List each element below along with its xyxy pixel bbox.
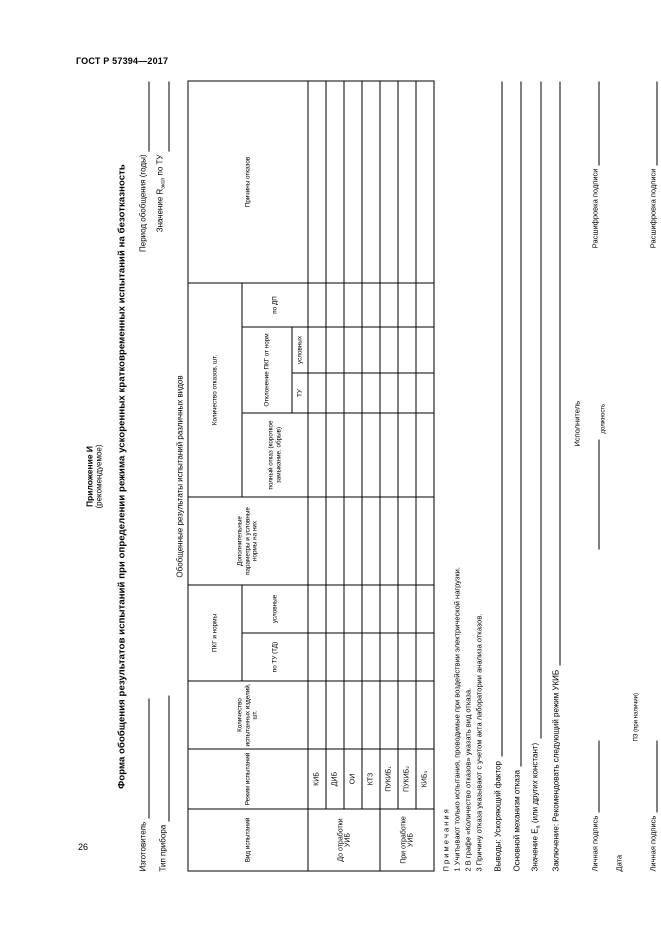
col-addparams-header: Дополнительные параметры и условные нормы на них — [188, 497, 308, 585]
period-blank — [140, 82, 150, 152]
table-cell — [344, 497, 362, 585]
col-dp-header: по ДП — [242, 283, 308, 327]
form-title: Форма обобщения результатов испытаний при определении режима ускоренных кратковременных испытаний на безотказность — [116, 164, 128, 789]
table-cell — [380, 373, 398, 413]
table-cell — [344, 585, 362, 633]
appendix-label: Приложение И — [84, 445, 95, 508]
table-cell — [344, 413, 362, 497]
col-test-mode-header: Режим испытаний — [188, 749, 308, 809]
signature-block — [573, 82, 661, 872]
table-cell — [362, 585, 380, 633]
personal-signature-blank — [590, 741, 600, 813]
table-cell — [398, 327, 416, 373]
table-cell — [398, 633, 416, 681]
manufacturer-label: Изготовитель — [138, 821, 148, 872]
notes-heading: П р и м е ч а н и я — [441, 809, 451, 872]
decryption-label: Расшифровка подписи — [648, 168, 658, 249]
mode-cell: КТЗ — [362, 749, 380, 809]
r-value-field — [155, 82, 170, 233]
pz-signature-row — [648, 82, 658, 872]
results-table — [188, 80, 435, 871]
table-cell — [326, 413, 344, 497]
table-cell — [416, 81, 434, 283]
manufacturer-blank — [140, 699, 150, 819]
personal-signature-field — [590, 741, 600, 872]
table-cell — [398, 681, 416, 749]
table-cell — [326, 681, 344, 749]
ea-value-label: Значение $Е_а$ (или других констант) — [530, 742, 542, 872]
table-cell — [308, 81, 326, 283]
personal-signature-label: Личная подпись — [590, 815, 600, 872]
table-cell — [398, 413, 416, 497]
table-cell — [344, 283, 362, 327]
group-label: При отработке УИБ — [380, 809, 434, 871]
device-type-blank — [160, 696, 170, 822]
table-cell — [344, 327, 362, 373]
mode-cell: ПУКИБ₂ — [398, 749, 416, 809]
table-cell — [326, 633, 344, 681]
table-cell — [398, 373, 416, 413]
date-label: Дата — [614, 854, 624, 872]
col-full-failure-header: полный отказ (короткое замыкание, обрыв) — [242, 413, 308, 497]
table-cell — [416, 585, 434, 633]
note-item: 3 Причину отказа указывают с учетом акта лаборатории анализа отказов. — [474, 613, 484, 872]
table-cell — [380, 413, 398, 497]
col-pkg-cond-header: условные — [242, 585, 308, 633]
rotated-form — [83, 82, 658, 872]
r-value-subscript: эксп — [160, 177, 167, 189]
manufacturer-field — [138, 699, 150, 872]
table-cell — [308, 681, 326, 749]
table-cell — [362, 413, 380, 497]
table-cell — [416, 413, 434, 497]
table-cell — [326, 373, 344, 413]
col-dev-tu-header: ТУ — [292, 373, 308, 413]
decryption-blank — [648, 82, 658, 166]
table-cell — [326, 283, 344, 327]
recommendation-blank — [551, 82, 561, 666]
acceleration-factor-label: Выводы: Ускоряющий фактор — [493, 761, 503, 872]
table-cell — [380, 283, 398, 327]
table-cell — [362, 681, 380, 749]
decryption-label: Расшифровка подписи — [590, 168, 600, 249]
table-cell — [398, 585, 416, 633]
appendix-note: (рекомендуемое) — [94, 444, 104, 509]
table-caption: Обобщенные результаты испытаний различных видов — [175, 375, 185, 578]
table-cell — [380, 327, 398, 373]
table-cell — [362, 283, 380, 327]
pz-label: ПЗ (при наличии) — [633, 692, 640, 742]
table-cell — [362, 81, 380, 283]
table-cell — [416, 633, 434, 681]
table-cell — [380, 81, 398, 283]
col-pkg-header: ПКГ и нормы — [188, 585, 242, 681]
mode-cell: ОИ — [344, 749, 362, 809]
recommendation-label: Заключение: Рекомендовать следующий режим УКИБ — [551, 669, 561, 872]
table-cell — [344, 681, 362, 749]
col-qty-header: Количество испытанных изделий, шт. — [188, 681, 308, 749]
table-cell — [416, 373, 434, 413]
table-cell — [326, 585, 344, 633]
table-cell — [416, 327, 434, 373]
table-cell — [416, 681, 434, 749]
ea-subscript: а — [535, 825, 542, 829]
table-cell — [326, 497, 344, 585]
note-item: 2 В графе «Количество отказов» указать вид отказа. — [463, 687, 473, 872]
executor-signature-row — [590, 82, 600, 872]
conclusion-line-acceleration — [493, 82, 503, 872]
personal-signature-blank — [648, 741, 658, 813]
table-cell — [398, 81, 416, 283]
table-cell — [308, 327, 326, 373]
table-cell — [398, 283, 416, 327]
mode-cell: КИБ — [308, 749, 326, 809]
personal-signature-field — [648, 741, 658, 872]
note-item: 1 Учитывают только испытания, проводимые при воздействии электрической нагрузки. — [452, 567, 462, 872]
table-cell — [308, 283, 326, 327]
col-reasons-header: Причины отказов — [188, 81, 308, 283]
period-label: Период обобщения (годы) — [138, 154, 148, 252]
table-cell — [326, 327, 344, 373]
mode-cell: ДИБ — [326, 749, 344, 809]
table-cell — [380, 497, 398, 585]
table-cell — [326, 81, 344, 283]
doc-header: ГОСТ Р 57394—2017 — [76, 56, 169, 66]
table-cell — [344, 373, 362, 413]
col-dev-cond-header: условных — [292, 327, 308, 373]
table-cell — [344, 81, 362, 283]
table-cell — [308, 373, 326, 413]
col-test-type-header: Вид испытаний — [188, 809, 308, 871]
conclusion-line-mechanism — [512, 82, 522, 872]
table-cell — [362, 373, 380, 413]
mode-cell: ПУКИБ₁ — [380, 749, 398, 809]
table-cell — [344, 633, 362, 681]
decryption-blank — [590, 82, 600, 166]
table-cell — [380, 585, 398, 633]
executor-label: Исполнитель — [572, 401, 582, 447]
conclusion-line-recommendation — [551, 82, 561, 872]
failure-mechanism-blank — [512, 82, 522, 767]
period-field — [138, 82, 150, 253]
position-blank — [590, 439, 600, 549]
r-value-label: Значение $R_{эксп}$ по ТУ — [155, 154, 167, 233]
col-failures-header: Количество отказов, шт. — [188, 283, 242, 497]
notes-block — [442, 82, 484, 872]
form-header-row-2 — [155, 82, 170, 872]
mode-cell: КИБ₃ — [416, 749, 434, 809]
table-cell — [416, 497, 434, 585]
col-deviation-header: Отклонение ПКГ от норм — [242, 327, 292, 413]
failure-mechanism-label: Основной механизм отказа — [512, 770, 522, 872]
table-cell — [416, 283, 434, 327]
table-cell — [380, 633, 398, 681]
ea-value-blank — [532, 82, 542, 739]
position-field — [590, 439, 600, 549]
table-cell — [308, 497, 326, 585]
table-cell — [362, 633, 380, 681]
device-type-label: Тип прибора — [158, 824, 168, 872]
table-cell — [362, 497, 380, 585]
table-cell — [380, 681, 398, 749]
acceleration-factor-blank — [493, 82, 503, 758]
r-value-blank — [160, 82, 170, 152]
personal-signature-label: Личная подпись — [648, 815, 658, 872]
col-pkg-tu-header: по ТУ (ТД) — [242, 633, 308, 681]
table-cell — [308, 585, 326, 633]
table-cell — [398, 497, 416, 585]
table-cell — [362, 327, 380, 373]
page-number: 26 — [78, 842, 89, 852]
decryption-field — [590, 82, 600, 249]
device-type-field — [158, 696, 170, 872]
conclusion-line-ea — [531, 82, 542, 872]
group-label: До отработки УИБ — [308, 809, 380, 871]
position-label: должность — [600, 403, 607, 434]
table-cell — [308, 633, 326, 681]
decryption-field — [648, 82, 658, 249]
table-cell — [308, 413, 326, 497]
form-header-row-1 — [138, 82, 150, 872]
